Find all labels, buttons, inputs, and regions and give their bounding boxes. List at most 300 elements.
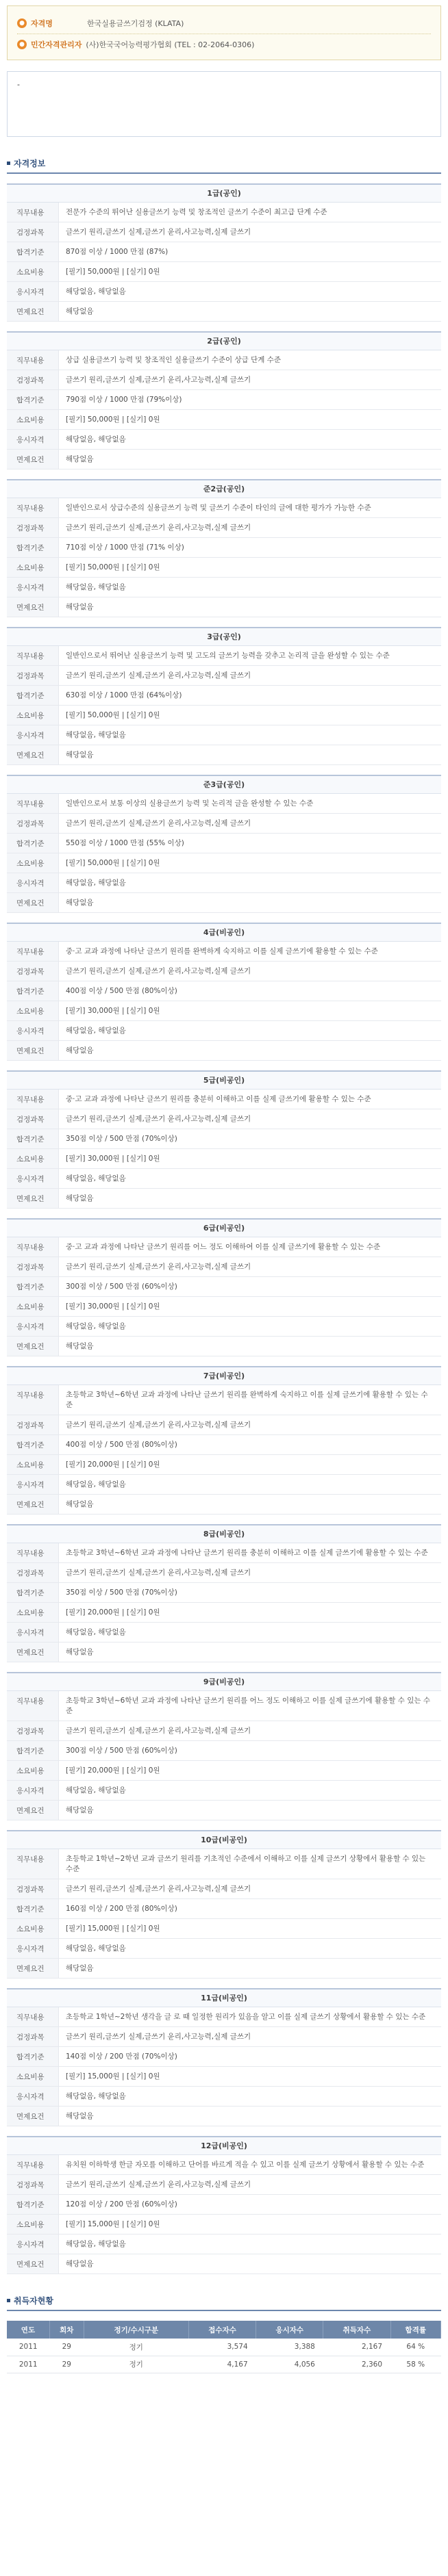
grade-row <box>7 1761 441 1781</box>
grade-row <box>7 370 441 390</box>
stats-title-text: 취득자현황 <box>14 2295 53 2306</box>
grade-row <box>7 203 441 222</box>
row-value: 일반인으로서 뛰어난 실용글쓰기 능력 및 고도의 글쓰기 능력을 갖추고 논리적 글을 완성할 수 있는 수준 <box>66 652 390 660</box>
stats-header-cell: 연도 <box>7 2321 49 2339</box>
row-label: 면제요건 <box>7 302 59 321</box>
grade-title: 7급(비공인) <box>7 1367 441 1385</box>
row-label: 소요비용 <box>7 1919 59 1938</box>
grade-row <box>7 1021 441 1041</box>
row-label: 합격기준 <box>7 1583 59 1602</box>
grade-table <box>7 331 441 469</box>
row-value: 초등학교 3학년~6학년 교과 과정에 나타난 글쓰기 원리를 충분히 이해하고 이를 실제 글쓰기에 활용할 수 있는 수준 <box>66 1549 428 1557</box>
grade-row <box>7 1090 441 1109</box>
row-label: 면제요건 <box>7 2254 59 2274</box>
stats-cell: 2011 <box>7 2356 49 2373</box>
row-label: 검정과목 <box>7 1721 59 1740</box>
grade-row <box>7 350 441 370</box>
grade-row <box>7 706 441 725</box>
row-label: 소요비용 <box>7 1603 59 1622</box>
stats-cell: 2,360 <box>323 2356 390 2373</box>
row-label: 합격기준 <box>7 1435 59 1454</box>
row-label: 소요비용 <box>7 2215 59 2234</box>
section-title <box>7 156 441 170</box>
row-value: 초등학교 3학년~6학년 교과 과정에 나타난 글쓰기 원리를 어느 정도 이해하고 이를 실제 글쓰기에 활용할 수 있는 수준 <box>66 1697 430 1715</box>
row-label: 면제요건 <box>7 745 59 764</box>
row-label: 합격기준 <box>7 1129 59 1148</box>
row-value: 해당없음 <box>66 899 94 907</box>
grade-table <box>7 1524 441 1662</box>
grade-row <box>7 1475 441 1495</box>
grade-row <box>7 1959 441 1979</box>
grade-row <box>7 1879 441 1899</box>
grade-row <box>7 1603 441 1623</box>
row-label: 직무내용 <box>7 2155 59 2174</box>
row-label: 응시자격 <box>7 873 59 892</box>
grade-row <box>7 390 441 410</box>
grade-row <box>7 1277 441 1297</box>
row-value: 글쓰기 원리,글쓰기 실제,글쓰기 윤리,사고능력,실제 글쓰기 <box>66 1569 251 1577</box>
row-value: 해당없음 <box>66 603 94 611</box>
grade-title: 12급(비공인) <box>7 2137 441 2155</box>
row-value: 해당없음, 해당없음 <box>66 731 126 739</box>
row-label: 면제요건 <box>7 1959 59 1978</box>
stats-cell: 58 % <box>390 2356 440 2373</box>
row-label: 응시자격 <box>7 1939 59 1958</box>
row-label: 검정과목 <box>7 1109 59 1129</box>
cert-name-label: 자격명 <box>31 19 53 28</box>
grade-row <box>7 2155 441 2175</box>
row-value: 해당없음 <box>66 1194 94 1202</box>
row-value: 중·고 교과 과정에 나타난 글쓰기 원리를 어느 정도 이해하여 이를 실제 글쓰기에 활용할 수 있는 수준 <box>66 1243 381 1251</box>
grade-row <box>7 1721 441 1741</box>
row-label: 응시자격 <box>7 1169 59 1188</box>
cert-name-line <box>17 13 431 34</box>
row-value: 해당없음, 해당없음 <box>66 879 126 887</box>
section-title-text: 자격정보 <box>14 158 46 168</box>
grade-table <box>7 1366 441 1515</box>
stats-cell: 2011 <box>7 2339 49 2356</box>
grade-row <box>7 893 441 913</box>
row-label: 검정과목 <box>7 814 59 833</box>
grade-row <box>7 1415 441 1435</box>
row-value: 글쓰기 원리,글쓰기 실제,글쓰기 윤리,사고능력,실제 글쓰기 <box>66 524 251 532</box>
row-value: 해당없음 <box>66 1046 94 1055</box>
row-label: 소요비용 <box>7 1297 59 1316</box>
row-label: 합격기준 <box>7 1741 59 1760</box>
grade-table <box>7 479 441 617</box>
row-value: 해당없음 <box>66 751 94 759</box>
row-value: 550점 이상 / 1000 만점 (55% 이상) <box>66 839 184 847</box>
grade-title: 4급(비공인) <box>7 924 441 942</box>
grade-row <box>7 873 441 893</box>
grade-row <box>7 853 441 873</box>
row-value: 글쓰기 원리,글쓰기 실제,글쓰기 윤리,사고능력,실제 글쓰기 <box>66 671 251 680</box>
grade-row <box>7 794 441 814</box>
row-label: 검정과목 <box>7 2175 59 2194</box>
grade-row <box>7 1741 441 1761</box>
row-value: 300점 이상 / 500 만점 (60%이상) <box>66 1283 177 1291</box>
grade-row <box>7 814 441 834</box>
grade-table <box>7 923 441 1061</box>
grade-row <box>7 2254 441 2274</box>
row-value: 120점 이상 / 200 만점 (60%이상) <box>66 2200 177 2208</box>
row-label: 응시자격 <box>7 1781 59 1800</box>
row-value: 상급 실용글쓰기 능력 및 창조적인 실용글쓰기 수준이 상급 단계 수준 <box>66 356 282 364</box>
grade-row <box>7 2234 441 2254</box>
grade-row <box>7 2215 441 2234</box>
grade-title: 1급(공인) <box>7 185 441 203</box>
row-value: 870점 이상 / 1000 만점 (87%) <box>66 248 169 256</box>
row-value: [필기] 20,000원 | [실기] 0원 <box>66 1766 160 1775</box>
section-divider <box>7 172 441 174</box>
stats-cell: 3,388 <box>256 2339 323 2356</box>
stats-cell: 3,574 <box>188 2339 256 2356</box>
row-label: 직무내용 <box>7 1691 59 1721</box>
grade-title: 9급(비공인) <box>7 1673 441 1691</box>
row-value: 해당없음 <box>66 2260 94 2268</box>
row-value: 전문가 수준의 뛰어난 실용글쓰기 능력 및 창조적인 글쓰기 수준이 최고급 단계 수준 <box>66 208 327 216</box>
row-label: 검정과목 <box>7 370 59 389</box>
grade-row <box>7 2195 441 2215</box>
row-value: [필기] 50,000원 | [실기] 0원 <box>66 268 160 276</box>
row-label: 면제요건 <box>7 597 59 617</box>
grade-table <box>7 1672 441 1820</box>
grade-row <box>7 666 441 686</box>
row-value: 해당없음 <box>66 455 94 463</box>
row-value: 중·고 교과 과정에 나타난 글쓰기 원리를 충분히 이해하고 이를 실제 글쓰기에 활용할 수 있는 수준 <box>66 1095 371 1103</box>
row-value: 해당없음 <box>66 1342 94 1350</box>
grade-row <box>7 1001 441 1021</box>
row-label: 합격기준 <box>7 834 59 853</box>
grade-table <box>7 775 441 913</box>
row-value: 해당없음, 해당없음 <box>66 1480 126 1489</box>
row-label: 직무내용 <box>7 498 59 517</box>
row-label: 검정과목 <box>7 1415 59 1434</box>
row-label: 합격기준 <box>7 1899 59 1918</box>
row-value: 해당없음, 해당없음 <box>66 435 126 443</box>
stats-cell: 64 % <box>390 2339 440 2356</box>
grade-row <box>7 1495 441 1515</box>
row-label: 검정과목 <box>7 1563 59 1582</box>
row-value: 630점 이상 / 1000 만점 (64%이상) <box>66 691 182 699</box>
grade-row <box>7 834 441 853</box>
row-value: 790점 이상 / 1000 만점 (79%이상) <box>66 396 182 404</box>
row-label: 면제요건 <box>7 1801 59 1820</box>
stats-header-cell: 응시자수 <box>256 2321 323 2339</box>
grade-row <box>7 1939 441 1959</box>
row-value: [필기] 20,000원 | [실기] 0원 <box>66 1608 160 1617</box>
row-value: 해당없음, 해당없음 <box>66 287 126 296</box>
stats-cell: 정기 <box>84 2339 188 2356</box>
row-label: 응시자격 <box>7 430 59 449</box>
grade-title: 6급(비공인) <box>7 1220 441 1237</box>
row-value: 해당없음, 해당없음 <box>66 583 126 591</box>
row-value: 글쓰기 원리,글쓰기 실제,글쓰기 윤리,사고능력,실제 글쓰기 <box>66 2180 251 2189</box>
grade-row <box>7 578 441 597</box>
grade-title: 2급(공인) <box>7 333 441 350</box>
row-label: 직무내용 <box>7 1385 59 1415</box>
row-value: 초등학교 3학년~6학년 교과 과정에 나타난 글쓰기 원리를 완벽하게 숙지하고 이를 실제 글쓰기에 활용할 수 있는 수준 <box>66 1391 428 1409</box>
grade-row <box>7 430 441 450</box>
row-value: 글쓰기 원리,글쓰기 실제,글쓰기 윤리,사고능력,실제 글쓰기 <box>66 967 251 975</box>
row-value: 해당없음 <box>66 1500 94 1508</box>
grade-row <box>7 1237 441 1257</box>
grade-row <box>7 282 441 302</box>
row-value: 해당없음, 해당없음 <box>66 2240 126 2248</box>
row-value: 해당없음, 해당없음 <box>66 1628 126 1636</box>
row-label: 검정과목 <box>7 962 59 981</box>
grade-row <box>7 2047 441 2067</box>
grade-row <box>7 1297 441 1317</box>
row-value: [필기] 20,000원 | [실기] 0원 <box>66 1460 160 1469</box>
row-label: 면제요건 <box>7 1643 59 1662</box>
row-label: 합격기준 <box>7 242 59 261</box>
grade-row <box>7 450 441 469</box>
row-value: 140점 이상 / 200 만점 (70%이상) <box>66 2052 177 2061</box>
row-value: 유치원 이하학생 한글 자모를 이해하고 단어를 바르게 적을 수 있고 이를 실제 글쓰기 상황에서 활용할 수 있는 수준 <box>66 2161 425 2169</box>
grade-title: 3급(공인) <box>7 628 441 646</box>
grade-row <box>7 2067 441 2087</box>
square-bullet-icon <box>7 2299 10 2302</box>
manager-line <box>17 34 431 54</box>
row-value: 일반인으로서 보통 이상의 실용글쓰기 능력 및 논리적 글을 완성할 수 있는 수준 <box>66 799 314 808</box>
row-label: 합격기준 <box>7 2047 59 2066</box>
row-value: 400점 이상 / 500 만점 (80%이상) <box>66 1441 177 1449</box>
grade-title: 8급(비공인) <box>7 1525 441 1543</box>
description-text: - <box>17 80 20 89</box>
grade-row <box>7 558 441 578</box>
row-label: 응시자격 <box>7 1623 59 1642</box>
row-value: 글쓰기 원리,글쓰기 실제,글쓰기 윤리,사고능력,실제 글쓰기 <box>66 1727 251 1735</box>
stats-header-cell: 정기/수시구분 <box>84 2321 188 2339</box>
stats-header-row <box>7 2321 441 2339</box>
row-label: 응시자격 <box>7 2234 59 2254</box>
row-label: 직무내용 <box>7 350 59 370</box>
row-value: 글쓰기 원리,글쓰기 실제,글쓰기 윤리,사고능력,실제 글쓰기 <box>66 228 251 236</box>
stats-cell: 2,167 <box>323 2339 390 2356</box>
grade-row <box>7 242 441 262</box>
row-value: [필기] 50,000원 | [실기] 0원 <box>66 711 160 719</box>
grade-row <box>7 262 441 282</box>
row-value: [필기] 30,000원 | [실기] 0원 <box>66 1155 160 1163</box>
grade-row <box>7 686 441 706</box>
bullet-icon: ● <box>17 40 27 49</box>
row-label: 합격기준 <box>7 538 59 557</box>
row-value: 글쓰기 원리,글쓰기 실제,글쓰기 윤리,사고능력,실제 글쓰기 <box>66 1115 251 1123</box>
row-value: 해당없음, 해당없음 <box>66 1786 126 1794</box>
stats-section-title <box>7 2293 441 2307</box>
grade-table <box>7 627 441 765</box>
grade-row <box>7 1919 441 1939</box>
row-value: 글쓰기 원리,글쓰기 실제,글쓰기 윤리,사고능력,실제 글쓰기 <box>66 1263 251 1271</box>
row-label: 소요비용 <box>7 558 59 577</box>
grade-row <box>7 302 441 322</box>
row-label: 직무내용 <box>7 1849 59 1879</box>
row-label: 응시자격 <box>7 282 59 301</box>
row-label: 검정과목 <box>7 2027 59 2046</box>
row-value: 글쓰기 원리,글쓰기 실제,글쓰기 윤리,사고능력,실제 글쓰기 <box>66 376 251 384</box>
cert-info-box <box>7 5 441 60</box>
stats-cell: 4,056 <box>256 2356 323 2373</box>
section-divider <box>7 2310 441 2311</box>
grade-table <box>7 1988 441 2126</box>
grade-row <box>7 1455 441 1475</box>
grade-title: 준2급(공인) <box>7 480 441 498</box>
row-value: 710점 이상 / 1000 만점 (71% 이상) <box>66 543 184 552</box>
grade-title: 11급(비공인) <box>7 1989 441 2007</box>
square-bullet-icon <box>7 162 10 165</box>
row-value: 400점 이상 / 500 만점 (80%이상) <box>66 987 177 995</box>
stats-header-cell: 접수자수 <box>188 2321 256 2339</box>
grade-row <box>7 1337 441 1356</box>
row-label: 응시자격 <box>7 1475 59 1494</box>
row-label: 응시자격 <box>7 725 59 745</box>
row-label: 소요비용 <box>7 1001 59 1020</box>
manager-label: 민간자격관리자 <box>31 40 82 49</box>
bullet-icon: ● <box>17 18 27 28</box>
description-box <box>7 71 441 137</box>
grade-row <box>7 962 441 981</box>
row-value: 해당없음 <box>66 1806 94 1814</box>
stats-table <box>7 2321 441 2373</box>
row-label: 응시자격 <box>7 1021 59 1040</box>
row-label: 응시자격 <box>7 578 59 597</box>
row-value: 해당없음, 해당없음 <box>66 2092 126 2100</box>
row-value: [필기] 50,000원 | [실기] 0원 <box>66 859 160 867</box>
grade-table <box>7 1070 441 1209</box>
stats-row <box>7 2339 441 2356</box>
grade-row <box>7 1781 441 1801</box>
row-value: 해당없음 <box>66 307 94 315</box>
row-label: 직무내용 <box>7 2007 59 2026</box>
row-label: 직무내용 <box>7 794 59 813</box>
grade-row <box>7 2107 441 2126</box>
stats-row <box>7 2356 441 2373</box>
grade-row <box>7 1643 441 1662</box>
grade-row <box>7 1149 441 1169</box>
row-value: 해당없음, 해당없음 <box>66 1944 126 1953</box>
stats-cell: 29 <box>49 2339 84 2356</box>
row-value: 중·고 교과 과정에 나타난 글쓰기 원리를 완벽하게 숙지하고 이를 실제 글쓰기에 활용할 수 있는 수준 <box>66 947 378 955</box>
row-value: [필기] 50,000원 | [실기] 0원 <box>66 563 160 571</box>
grade-row <box>7 222 441 242</box>
row-label: 직무내용 <box>7 203 59 222</box>
row-value: 350점 이상 / 500 만점 (70%이상) <box>66 1135 177 1143</box>
grade-table <box>7 1218 441 1356</box>
row-value: [필기] 30,000원 | [실기] 0원 <box>66 1007 160 1015</box>
row-value: 글쓰기 원리,글쓰기 실제,글쓰기 윤리,사고능력,실제 글쓰기 <box>66 2033 251 2041</box>
grade-row <box>7 1849 441 1879</box>
grade-row <box>7 1169 441 1189</box>
row-value: 글쓰기 원리,글쓰기 실제,글쓰기 윤리,사고능력,실제 글쓰기 <box>66 1421 251 1429</box>
row-label: 합격기준 <box>7 1277 59 1296</box>
row-label: 소요비용 <box>7 262 59 281</box>
grade-title: 준3급(공인) <box>7 776 441 794</box>
stats-header-cell: 취득자수 <box>323 2321 390 2339</box>
row-label: 합격기준 <box>7 981 59 1001</box>
row-label: 직무내용 <box>7 942 59 961</box>
row-value: 해당없음 <box>66 1964 94 1972</box>
manager-value: (사)한국국어능력평가협회 (TEL : 02-2064-0306) <box>86 40 255 49</box>
grade-row <box>7 538 441 558</box>
grade-row <box>7 1189 441 1209</box>
grade-row <box>7 725 441 745</box>
row-value: 해당없음, 해당없음 <box>66 1174 126 1183</box>
grade-table <box>7 1830 441 1979</box>
row-value: [필기] 15,000원 | [실기] 0원 <box>66 2072 160 2081</box>
row-value: 초등학교 1학년~2학년 교과 글쓰기 원리를 기초적인 수준에서 이해하고 이를 실제 글쓰기 상황에서 활용할 수 있는 수준 <box>66 1855 426 1873</box>
grade-title: 5급(비공인) <box>7 1072 441 1090</box>
row-label: 검정과목 <box>7 518 59 537</box>
row-label: 소요비용 <box>7 1761 59 1780</box>
grade-row <box>7 597 441 617</box>
row-label: 합격기준 <box>7 390 59 409</box>
grade-row <box>7 2087 441 2107</box>
grade-table <box>7 183 441 322</box>
grade-row <box>7 1563 441 1583</box>
grade-title: 10급(비공인) <box>7 1831 441 1849</box>
row-label: 검정과목 <box>7 222 59 242</box>
grade-row <box>7 1543 441 1563</box>
grade-row <box>7 498 441 518</box>
grade-row <box>7 1435 441 1455</box>
row-value: 일반인으로서 상급수준의 실용글쓰기 능력 및 글쓰기 수준이 타인의 글에 대한 평가가 가능한 수준 <box>66 504 371 512</box>
grade-row <box>7 1583 441 1603</box>
grade-row <box>7 1129 441 1149</box>
grade-row <box>7 1623 441 1643</box>
row-value: 해당없음, 해당없음 <box>66 1322 126 1330</box>
grade-row <box>7 2027 441 2047</box>
row-label: 직무내용 <box>7 1237 59 1257</box>
row-value: 글쓰기 원리,글쓰기 실제,글쓰기 윤리,사고능력,실제 글쓰기 <box>66 1885 251 1893</box>
stats-header-cell: 회차 <box>49 2321 84 2339</box>
row-value: 초등학교 1학년~2학년 생각을 글 로 때 일정한 원리가 있음을 알고 이를 실제 글쓰기 상황에서 활용할 수 있는 수준 <box>66 2013 426 2021</box>
row-label: 소요비용 <box>7 2067 59 2086</box>
grade-row <box>7 1257 441 1277</box>
grade-row <box>7 410 441 430</box>
stats-body <box>7 2339 441 2373</box>
row-label: 직무내용 <box>7 1543 59 1562</box>
row-label: 검정과목 <box>7 1257 59 1276</box>
row-label: 소요비용 <box>7 706 59 725</box>
row-value: [필기] 15,000원 | [실기] 0원 <box>66 1924 160 1933</box>
row-value: 해당없음 <box>66 1648 94 1656</box>
row-label: 면제요건 <box>7 2107 59 2126</box>
grade-row <box>7 1691 441 1721</box>
grade-row <box>7 1041 441 1061</box>
grade-row <box>7 2175 441 2195</box>
row-label: 직무내용 <box>7 1090 59 1109</box>
row-label: 면제요건 <box>7 1041 59 1060</box>
grade-row <box>7 745 441 765</box>
row-label: 면제요건 <box>7 1337 59 1356</box>
row-label: 합격기준 <box>7 2195 59 2214</box>
row-value: 글쓰기 원리,글쓰기 실제,글쓰기 윤리,사고능력,실제 글쓰기 <box>66 819 251 827</box>
grade-table <box>7 2136 441 2274</box>
stats-header-cell: 합격률 <box>390 2321 440 2339</box>
row-value: [필기] 50,000원 | [실기] 0원 <box>66 415 160 424</box>
row-label: 소요비용 <box>7 1455 59 1474</box>
stats-cell: 4,167 <box>188 2356 256 2373</box>
grade-row <box>7 1801 441 1820</box>
grade-row <box>7 646 441 666</box>
grade-row <box>7 981 441 1001</box>
row-label: 응시자격 <box>7 1317 59 1336</box>
row-label: 소요비용 <box>7 1149 59 1168</box>
grade-row <box>7 1385 441 1415</box>
grade-row <box>7 1317 441 1337</box>
row-label: 소요비용 <box>7 410 59 429</box>
